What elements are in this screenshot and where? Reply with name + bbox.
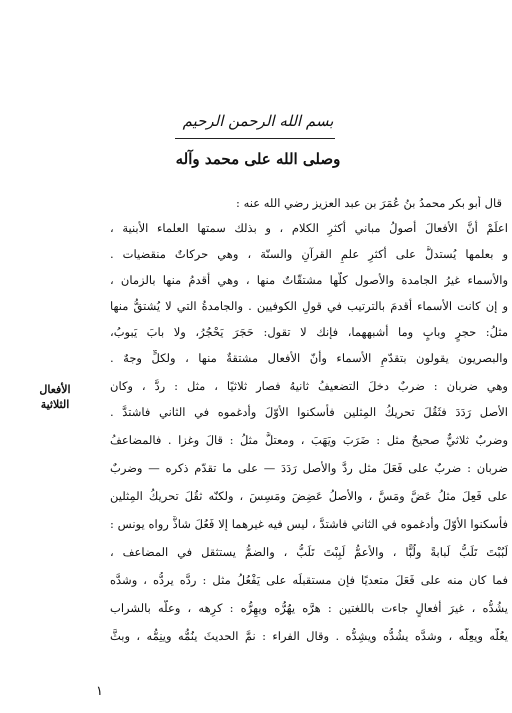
basmala-underline [175, 138, 335, 139]
salawat-heading: وصلى الله على محمد وآله [175, 150, 341, 168]
text-line-6: مثلُ: حجرٍ وبابٍ وما أشبههما، فإنك لا تقول: حَجَرَ يَحْجُرُ، ولا بابَ يَبوبُ، [110, 325, 508, 339]
text-line-17: يعُلُّه ويعِلُّه ، وشدَّه يشُدُّه ويشِدُّه . وقال الفراء : نمَّ الحديثَ ينُمُّه وينِمُّه ، وبثَّ [110, 629, 508, 643]
text-line-13: فأسكنوا الأوّلَ وأدغموه في الثاني فاشتدَّ ، ليس فيه غيرهما إلا فَعُلَ شاذٌّ رواه يونس : [110, 517, 508, 531]
text-line-11: ضربان : ضربٌ على فَعَلَ مثل ردَّ والأصل رَدَدَ — على ما تقدّم ذكره — وضربٌ [110, 461, 508, 475]
page-number: ١ [96, 684, 103, 699]
margin-note-line-1: الأفعال [39, 383, 71, 396]
text-line-14: لَبُبْتَ تَلَبُّ لَبابةً ولُبًّا ، والأعمُّ لَبِبْتَ تَلَبُّ ، والضمُّ يستثقل في المضاعف ، [110, 545, 508, 559]
margin-note-line-2: الثلاثية [40, 398, 70, 411]
text-line-10: وضربٌ ثلاثيٌّ صحيحٌ مثل : ضَرَبَ ويَهَبَ ، ومعتلٌّ مثلُ : قالَ وغزا . فالمضاعفُ [110, 433, 508, 447]
text-line-15: فما كان منه على فَعَلَ متعديًا فإن مستقبلَه على يَفْعُلُ مثل : ردَّه يردُّه ، وشدَّه [110, 573, 508, 587]
text-line-16: يشُدُّه ، غيرَ أفعالٍ جاءت باللغتين : هرَّه يهُرُّه ويهِرُّه : كرِهه ، وعلَّه بالشراب [110, 601, 508, 615]
margin-note [20, 382, 90, 412]
basmala-heading: بسم الله الرحمن الرحيم [182, 112, 334, 130]
text-line-8: وهي ضربان : ضربٌ دخلَ التضعيفُ ثانيهُ فصار ثلاثيًا ، مثل : ردَّ ، وكان [110, 379, 508, 393]
text-line-5: و إن كانت الأسماء أقدمَ بالترتيب في قولِ الكوفيين . والجامدةُ التي لا يُشتقُّ منها [110, 299, 508, 313]
text-line-3: و بعلمها يُستدلُّ على أكثرِ علمِ القرآنِ والسنّة ، وهي حركاتٌ منقضيات . [110, 247, 508, 261]
text-line-12: على فَعِلَ مثلُ عَضَّ ومَسَّ ، والأصلُ عَضِضَ ومَسِسَ ، ولكنّه ثقُلَ تحريكُ المِثلين [110, 489, 508, 503]
text-line-2: اعلَمْ أنَّ الأفعالَ أصولُ مباني أكثرِ الكلام ، و بذلك سمتها العلماء الأبنية ، [110, 221, 508, 235]
text-line-1: قال أبو بكر محمدُ بنُ عُمَرَ بن عبد العزيز رضي الله عنه : [236, 196, 502, 210]
text-line-9: الأصل رَدَدَ فثَقُلَ تحريكُ المِثلين فأسكنوا الأوّلَ وأدغموه في الثاني فاشتدَّ . [110, 405, 508, 419]
text-line-4: والأسماء غيرُ الجامدة والأصول كلّها مشتقّاتٌ منها ، وهي أقدمُ منها بالزمان ، [110, 273, 508, 287]
text-line-7: والبصريون يقولون بتقدّمِ الأسماء وأنّ الأفعال مشتقةٌ منها ، ولكلٍّ وجهٌ . [110, 351, 508, 365]
